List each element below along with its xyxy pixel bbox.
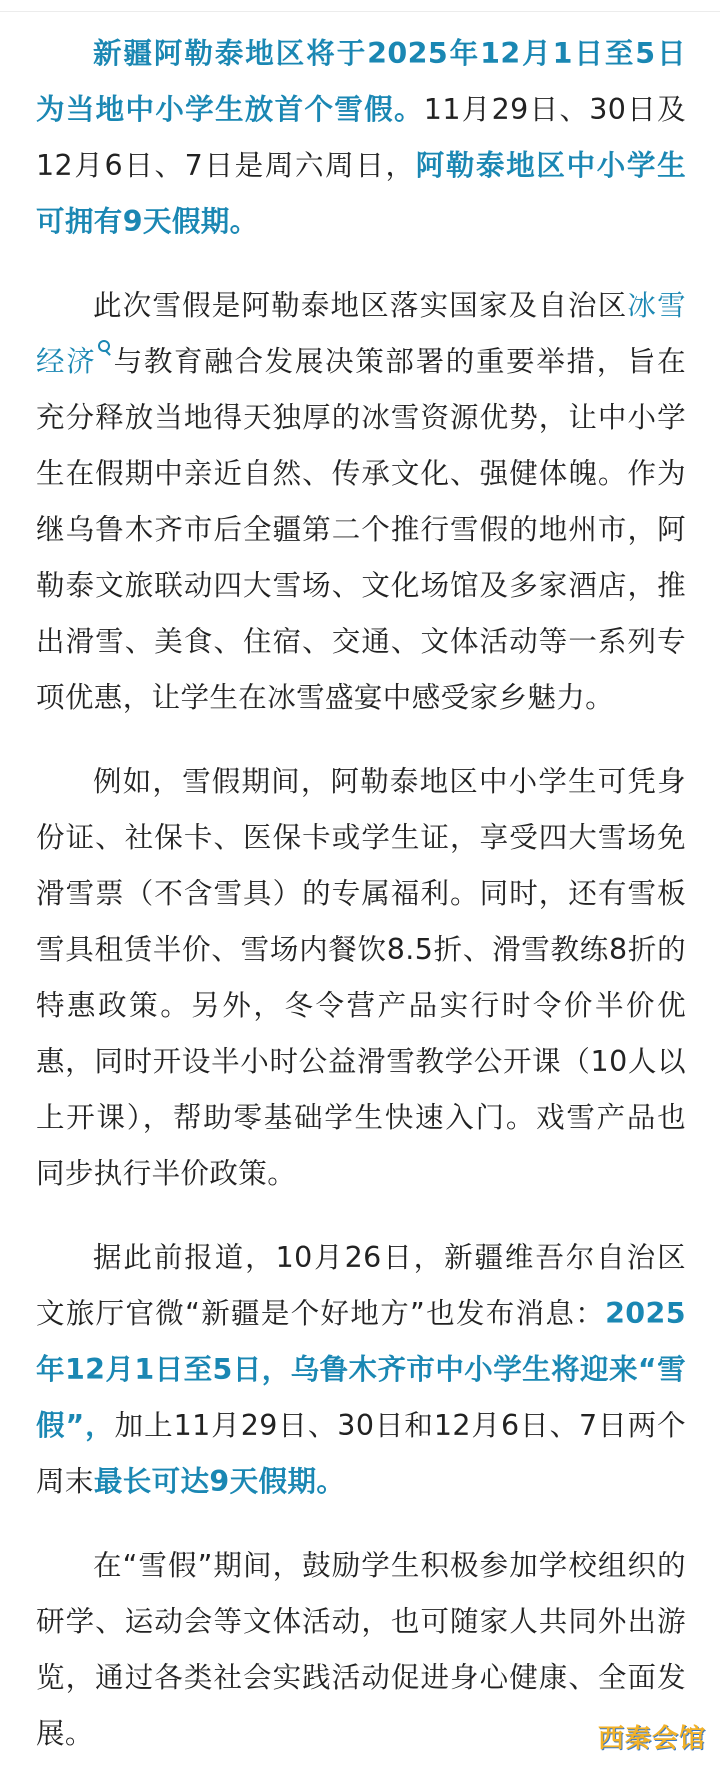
body-text: 据此前报道，10月26日，新疆维吾尔自治区文旅厅官微“新疆是个好地方”也发布消息：	[36, 1241, 686, 1330]
highlight-text: 阿勒泰地区中小学生可拥有9天假期。	[36, 149, 686, 238]
paragraph-3	[36, 754, 686, 1202]
highlight-text: 最长可达9天假期。	[93, 1465, 346, 1498]
highlight-text: 新疆阿勒泰地区将于2025年12月1日至5日为当地中小学生放首个雪假。	[36, 37, 686, 126]
body-text: 与教育融合发展决策部署的重要举措，旨在充分释放当地得天独厚的冰雪资源优势，让中小学生在假期中亲近自然、传承文化、强健体魄。作为继乌鲁木齐市后全疆第二个推行雪假的地州市，阿勒泰文旅联动四大雪场、文化场馆及多家酒店，推出滑雪、美食、住宿、交通、文体活动等一系列专项优惠，让学生在冰雪盛宴中感受家乡魅力。	[36, 345, 686, 714]
body-text: 例如，雪假期间，阿勒泰地区中小学生可凭身份证、社保卡、医保卡或学生证，享受四大雪场免滑雪票（不含雪具）的专属福利。同时，还有雪板雪具租赁半价、雪场内餐饮8.5折、滑雪教练8折的特惠政策。另外，冬令营产品实行时令价半价优惠，同时开设半小时公益滑雪教学公开课（10人以上开课），帮助零基础学生快速入门。戏雪产品也同步执行半价政策。	[36, 765, 686, 1190]
watermark-logo: 西秦会馆	[597, 1724, 706, 1754]
highlight-text: 2025年12月1日至5日，乌鲁木齐市中小学生将迎来“雪假”，	[36, 1297, 686, 1442]
body-text: 此次雪假是阿勒泰地区落实国家及自治区	[93, 289, 628, 322]
keyword-search-link[interactable]: 冰雪经济	[36, 289, 686, 378]
article-body	[36, 26, 686, 1790]
body-text: 11月29日、30日及12月6日、7日是周六周日，	[36, 93, 687, 182]
paragraph-1	[36, 26, 686, 250]
search-icon[interactable]	[98, 340, 112, 358]
top-divider	[0, 11, 720, 12]
body-text: 在“雪假”期间，鼓励学生积极参加学校组织的研学、运动会等文体活动，也可随家人共同外出游览，通过各类社会实践活动促进身心健康、全面发展。	[36, 1549, 686, 1750]
paragraph-4	[36, 1230, 686, 1510]
paragraph-5	[36, 1538, 686, 1762]
body-text: 加上11月29日、30日和12月6日、7日两个周末	[36, 1409, 686, 1498]
paragraph-2	[36, 278, 686, 726]
